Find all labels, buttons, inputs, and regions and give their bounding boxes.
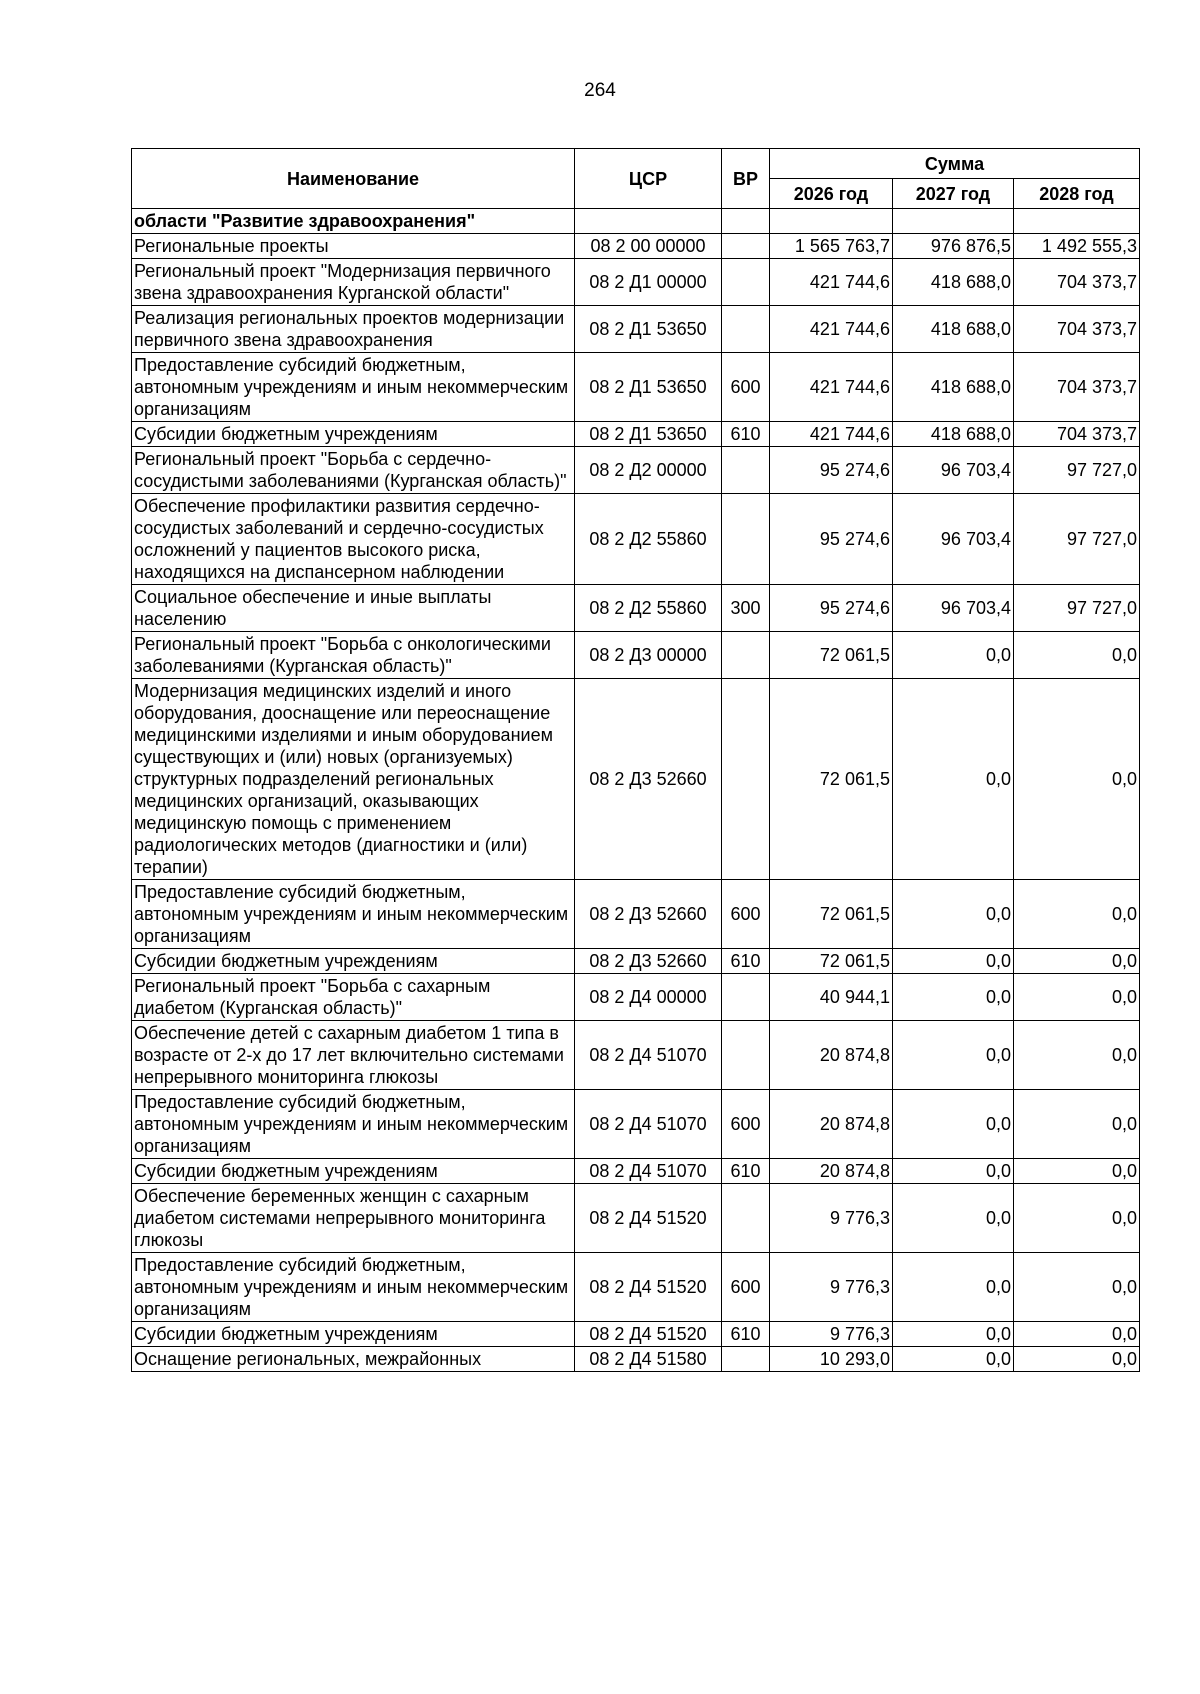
cell-2026 [770,209,893,234]
cell-vr: 300 [722,585,770,632]
cell-csr: 08 2 Д4 51070 [575,1021,722,1090]
cell-2027: 0,0 [893,1021,1014,1090]
table-row [132,585,1140,632]
cell-2026: 20 874,8 [770,1159,893,1184]
cell-2026: 421 744,6 [770,259,893,306]
cell-name: Субсидии бюджетным учреждениям [132,949,575,974]
cell-csr: 08 2 Д4 51520 [575,1253,722,1322]
table-row [132,447,1140,494]
cell-2028: 704 373,7 [1014,422,1140,447]
cell-2028: 97 727,0 [1014,447,1140,494]
header-year-2028: 2028 год [1014,179,1140,209]
cell-name: Субсидии бюджетным учреждениям [132,422,575,447]
cell-name: Региональный проект "Модернизация первичного звена здравоохранения Курганской области" [132,259,575,306]
table-row [132,1021,1140,1090]
cell-2026: 9 776,3 [770,1253,893,1322]
cell-vr: 610 [722,949,770,974]
cell-2026: 95 274,6 [770,585,893,632]
page-number: 264 [584,80,616,101]
table-row [132,306,1140,353]
table-row [132,1347,1140,1372]
cell-vr [722,209,770,234]
cell-2027: 418 688,0 [893,353,1014,422]
cell-2026: 72 061,5 [770,880,893,949]
table-row [132,679,1140,880]
cell-name: Субсидии бюджетным учреждениям [132,1159,575,1184]
budget-table [131,148,1140,1372]
cell-2027 [893,209,1014,234]
cell-2026: 9 776,3 [770,1322,893,1347]
cell-name: Обеспечение профилактики развития сердечно-сосудистых заболеваний и сердечно-сосудистых осложнений у пациентов высокого риска, находящихся на диспансерном наблюдении [132,494,575,585]
cell-csr: 08 2 Д4 51520 [575,1184,722,1253]
cell-2028: 0,0 [1014,1184,1140,1253]
cell-name: Региональный проект "Борьба с сердечно-сосудистыми заболеваниями (Курганская область)" [132,447,575,494]
cell-name: Региональный проект "Борьба с онкологическими заболеваниями (Курганская область)" [132,632,575,679]
cell-vr [722,447,770,494]
cell-name: Региональные проекты [132,234,575,259]
cell-2028: 0,0 [1014,1347,1140,1372]
cell-csr: 08 2 Д1 00000 [575,259,722,306]
cell-2028: 0,0 [1014,974,1140,1021]
cell-name: Предоставление субсидий бюджетным, автономным учреждениям и иным некоммерческим организациям [132,353,575,422]
cell-csr: 08 2 Д4 00000 [575,974,722,1021]
cell-name: Обеспечение детей с сахарным диабетом 1 типа в возрасте от 2-х до 17 лет включительно системами непрерывного мониторинга глюкозы [132,1021,575,1090]
cell-2026: 9 776,3 [770,1184,893,1253]
cell-vr: 600 [722,353,770,422]
cell-name: Оснащение региональных, межрайонных [132,1347,575,1372]
cell-csr: 08 2 Д4 51520 [575,1322,722,1347]
cell-name: Субсидии бюджетным учреждениям [132,1322,575,1347]
cell-2027: 0,0 [893,880,1014,949]
table-row [132,880,1140,949]
cell-2027: 976 876,5 [893,234,1014,259]
cell-vr: 610 [722,1159,770,1184]
cell-vr [722,494,770,585]
cell-vr [722,234,770,259]
header-year-2026: 2026 год [770,179,893,209]
cell-csr: 08 2 Д3 52660 [575,880,722,949]
cell-2028: 0,0 [1014,1322,1140,1347]
cell-2027: 0,0 [893,1253,1014,1322]
cell-2028: 704 373,7 [1014,306,1140,353]
cell-name: Реализация региональных проектов модернизации первичного звена здравоохранения [132,306,575,353]
cell-2028: 0,0 [1014,1253,1140,1322]
cell-2026: 95 274,6 [770,447,893,494]
header-sum: Сумма [770,149,1140,179]
cell-csr: 08 2 Д1 53650 [575,306,722,353]
cell-csr: 08 2 Д3 52660 [575,949,722,974]
cell-csr: 08 2 Д4 51580 [575,1347,722,1372]
cell-csr: 08 2 Д4 51070 [575,1159,722,1184]
cell-name: Социальное обеспечение и иные выплаты населению [132,585,575,632]
cell-vr [722,306,770,353]
cell-2028: 0,0 [1014,1021,1140,1090]
cell-2028: 704 373,7 [1014,353,1140,422]
cell-name: Предоставление субсидий бюджетным, автономным учреждениям и иным некоммерческим организациям [132,880,575,949]
cell-2026: 95 274,6 [770,494,893,585]
cell-csr: 08 2 Д1 53650 [575,422,722,447]
cell-csr: 08 2 Д3 00000 [575,632,722,679]
cell-name: Предоставление субсидий бюджетным, автономным учреждениям и иным некоммерческим организациям [132,1090,575,1159]
cell-vr [722,1184,770,1253]
cell-2027: 0,0 [893,949,1014,974]
cell-2028: 0,0 [1014,1090,1140,1159]
table-row [132,1159,1140,1184]
cell-2027: 418 688,0 [893,422,1014,447]
cell-2028: 0,0 [1014,632,1140,679]
table-header [132,149,1140,209]
table-row [132,494,1140,585]
cell-csr: 08 2 Д4 51070 [575,1090,722,1159]
cell-csr: 08 2 Д2 55860 [575,494,722,585]
cell-2027: 0,0 [893,1347,1014,1372]
cell-2026: 1 565 763,7 [770,234,893,259]
header-year-2027: 2027 год [893,179,1014,209]
cell-vr: 610 [722,422,770,447]
cell-vr: 600 [722,1090,770,1159]
cell-vr [722,632,770,679]
cell-vr [722,1347,770,1372]
cell-csr: 08 2 Д2 55860 [575,585,722,632]
cell-2027: 0,0 [893,679,1014,880]
cell-2027: 96 703,4 [893,494,1014,585]
cell-2028: 704 373,7 [1014,259,1140,306]
cell-csr [575,209,722,234]
cell-2028: 97 727,0 [1014,494,1140,585]
table-row [132,353,1140,422]
cell-csr: 08 2 Д1 53650 [575,353,722,422]
cell-2027: 0,0 [893,632,1014,679]
header-vr: ВР [722,149,770,209]
cell-2027: 0,0 [893,1090,1014,1159]
cell-2026: 72 061,5 [770,949,893,974]
cell-2028: 0,0 [1014,679,1140,880]
cell-name: Обеспечение беременных женщин с сахарным диабетом системами непрерывного мониторинга глюкозы [132,1184,575,1253]
cell-2028: 0,0 [1014,1159,1140,1184]
table-row [132,234,1140,259]
cell-2027: 0,0 [893,1159,1014,1184]
cell-vr: 610 [722,1322,770,1347]
table-row [132,1090,1140,1159]
cell-csr: 08 2 Д3 52660 [575,679,722,880]
cell-2026: 10 293,0 [770,1347,893,1372]
header-csr: ЦСР [575,149,722,209]
cell-2026: 421 744,6 [770,306,893,353]
cell-name: Модернизация медицинских изделий и иного оборудования, дооснащение или переоснащение медицинскими изделиями и иным оборудованием существующих и (или) новых (организуемых) структурных подразделений региональных медицинских организаций, оказывающих медицинскую помощь с применением радиологических методов (диагностики и (или) терапии) [132,679,575,880]
cell-name: Региональный проект "Борьба с сахарным диабетом (Курганская область)" [132,974,575,1021]
table-row [132,1322,1140,1347]
cell-2026: 72 061,5 [770,679,893,880]
cell-2027: 0,0 [893,974,1014,1021]
cell-vr: 600 [722,880,770,949]
cell-vr [722,1021,770,1090]
table-row [132,632,1140,679]
cell-vr [722,679,770,880]
cell-2028: 0,0 [1014,880,1140,949]
cell-name: области "Развитие здравоохранения" [132,209,575,234]
table-row [132,1184,1140,1253]
table-body [132,209,1140,1372]
cell-2028: 1 492 555,3 [1014,234,1140,259]
cell-2027: 418 688,0 [893,306,1014,353]
cell-name: Предоставление субсидий бюджетным, автономным учреждениям и иным некоммерческим организациям [132,1253,575,1322]
table-row [132,259,1140,306]
cell-2026: 421 744,6 [770,353,893,422]
cell-csr: 08 2 00 00000 [575,234,722,259]
cell-2027: 418 688,0 [893,259,1014,306]
table-row [132,209,1140,234]
table-row [132,949,1140,974]
cell-2026: 40 944,1 [770,974,893,1021]
cell-2027: 0,0 [893,1184,1014,1253]
table-row [132,974,1140,1021]
header-name: Наименование [132,149,575,209]
cell-2027: 0,0 [893,1322,1014,1347]
cell-vr [722,974,770,1021]
cell-2026: 421 744,6 [770,422,893,447]
cell-2028 [1014,209,1140,234]
cell-2026: 20 874,8 [770,1090,893,1159]
cell-vr: 600 [722,1253,770,1322]
table-row [132,422,1140,447]
cell-2028: 97 727,0 [1014,585,1140,632]
cell-2026: 72 061,5 [770,632,893,679]
cell-2026: 20 874,8 [770,1021,893,1090]
cell-vr [722,259,770,306]
cell-csr: 08 2 Д2 00000 [575,447,722,494]
table-row [132,1253,1140,1322]
cell-2028: 0,0 [1014,949,1140,974]
cell-2027: 96 703,4 [893,447,1014,494]
cell-2027: 96 703,4 [893,585,1014,632]
